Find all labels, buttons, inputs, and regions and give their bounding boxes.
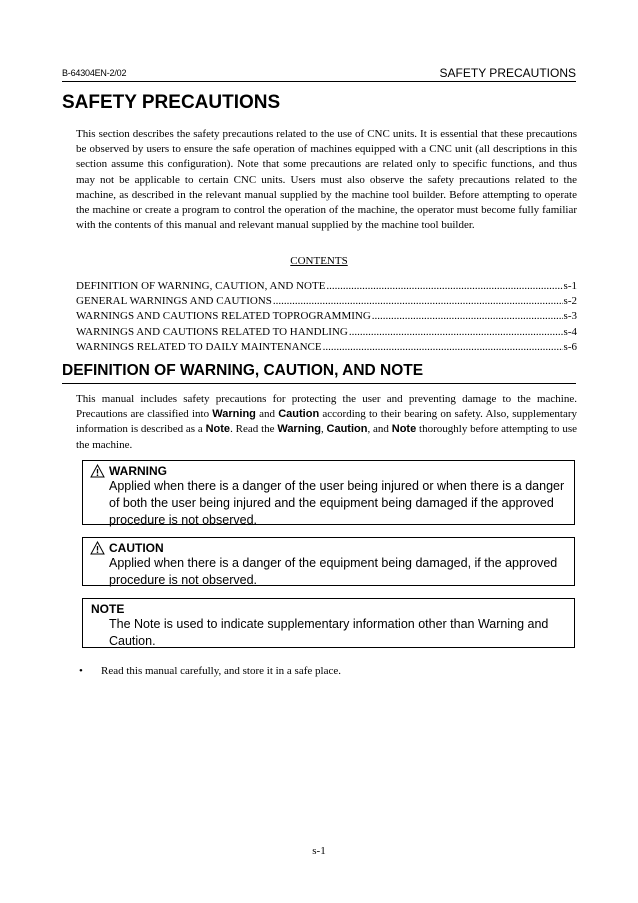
toc-entry-label: WARNINGS AND CAUTIONS RELATED TO HANDLING	[76, 325, 348, 338]
section-header: SAFETY PRECAUTIONS	[439, 66, 576, 80]
bullet-icon: •	[79, 665, 83, 677]
toc-entry-page: s-2	[563, 295, 577, 308]
warning-title	[88, 464, 574, 478]
keyword-note: Note	[205, 423, 231, 436]
note-title	[88, 602, 574, 616]
caution-text: Applied when there is a danger of the equipment being damaged, if the approved procedure is not observed.	[109, 556, 558, 587]
toc-leader-dots	[273, 294, 563, 309]
toc-entry-page: s-6	[563, 340, 577, 353]
keyword-note: Note	[391, 423, 417, 436]
toc-leader-dots	[349, 325, 563, 340]
warning-box	[82, 460, 575, 525]
caution-box	[82, 537, 575, 586]
toc-entry-general[interactable]	[76, 294, 577, 309]
caution-title	[88, 541, 574, 555]
keyword-warning: Warning	[212, 408, 256, 421]
warning-text: Applied when there is a danger of the user being injured or when there is a danger of both the user being injured and the equipment being damaged if the approved procedure is not observed.	[109, 479, 565, 527]
keyword-warning: Warning	[277, 423, 321, 436]
section-rule	[62, 383, 576, 384]
bullet-text: Read this manual carefully, and store it in a safe place.	[101, 665, 341, 677]
caution-triangle-icon	[90, 541, 105, 555]
toc-entry-definition[interactable]	[76, 279, 577, 294]
note-text: The Note is used to indicate supplementary information other than Warning and Caution.	[109, 617, 549, 648]
toc-leader-dots	[326, 279, 562, 294]
toc-entry-label: DEFINITION OF WARNING, CAUTION, AND NOTE	[76, 280, 326, 292]
page-number: s-1	[312, 845, 326, 857]
note-box	[82, 598, 575, 648]
note-title-label: NOTE	[91, 602, 125, 616]
header-rule	[62, 81, 576, 82]
toc-entry-page: s-4	[563, 325, 577, 338]
toc-entry-maintenance[interactable]	[76, 340, 577, 355]
toc-entry-label: WARNINGS AND CAUTIONS RELATED TOPROGRAMMING	[76, 310, 371, 323]
toc-entry-handling[interactable]	[76, 325, 577, 340]
document-code: B-64304EN-2/02	[62, 68, 127, 78]
warning-title-label: WARNING	[109, 464, 167, 478]
toc-entry-label: WARNINGS RELATED TO DAILY MAINTENANCE	[76, 340, 322, 353]
caution-title-label: CAUTION	[109, 541, 164, 555]
page-title: SAFETY PRECAUTIONS	[62, 92, 281, 113]
toc-entry-page: s-3	[563, 310, 577, 323]
toc-leader-dots	[372, 309, 563, 324]
contents-title: CONTENTS	[290, 255, 348, 267]
list-item	[79, 664, 341, 679]
intro-paragraph: This section describes the safety precautions related to the use of CNC units. It is essential that these precautions be observed by users to ensure the safe operation of machines equipped with a CNC unit (all descriptions in this section assume this configuration). Note that some precautions are related only to specific functions, and thus may not be applicable to certain CNC units. Users must also observe the safety precautions related to the machine, as described in the relevant manual supplied by the machine tool builder. Before attempting to operate the machine or create a program to control the operation of the machine, the operator must become fully familiar with the contents of this manual and relevant manual supplied by the machine tool builder.	[76, 128, 577, 232]
toc-entry-programming[interactable]	[76, 309, 577, 324]
toc-leader-dots	[323, 340, 563, 355]
table-of-contents	[76, 279, 577, 355]
warning-triangle-icon	[90, 464, 105, 478]
definition-paragraph: This manual includes safety precautions for protecting the user and preventing damage to the machine. Precautions are classified into Warning and Caution according to their bearing on safety. Also, supplementary information is described as a Note. Read the Warning, Caution, and Note thoroughly before attempting to use the machine.	[76, 393, 577, 451]
toc-entry-label: GENERAL WARNINGS AND CAUTIONS	[76, 295, 272, 308]
section-heading: DEFINITION OF WARNING, CAUTION, AND NOTE	[62, 362, 424, 379]
toc-entry-page: s-1	[563, 280, 577, 292]
keyword-caution: Caution	[326, 423, 368, 436]
keyword-caution: Caution	[278, 408, 320, 421]
